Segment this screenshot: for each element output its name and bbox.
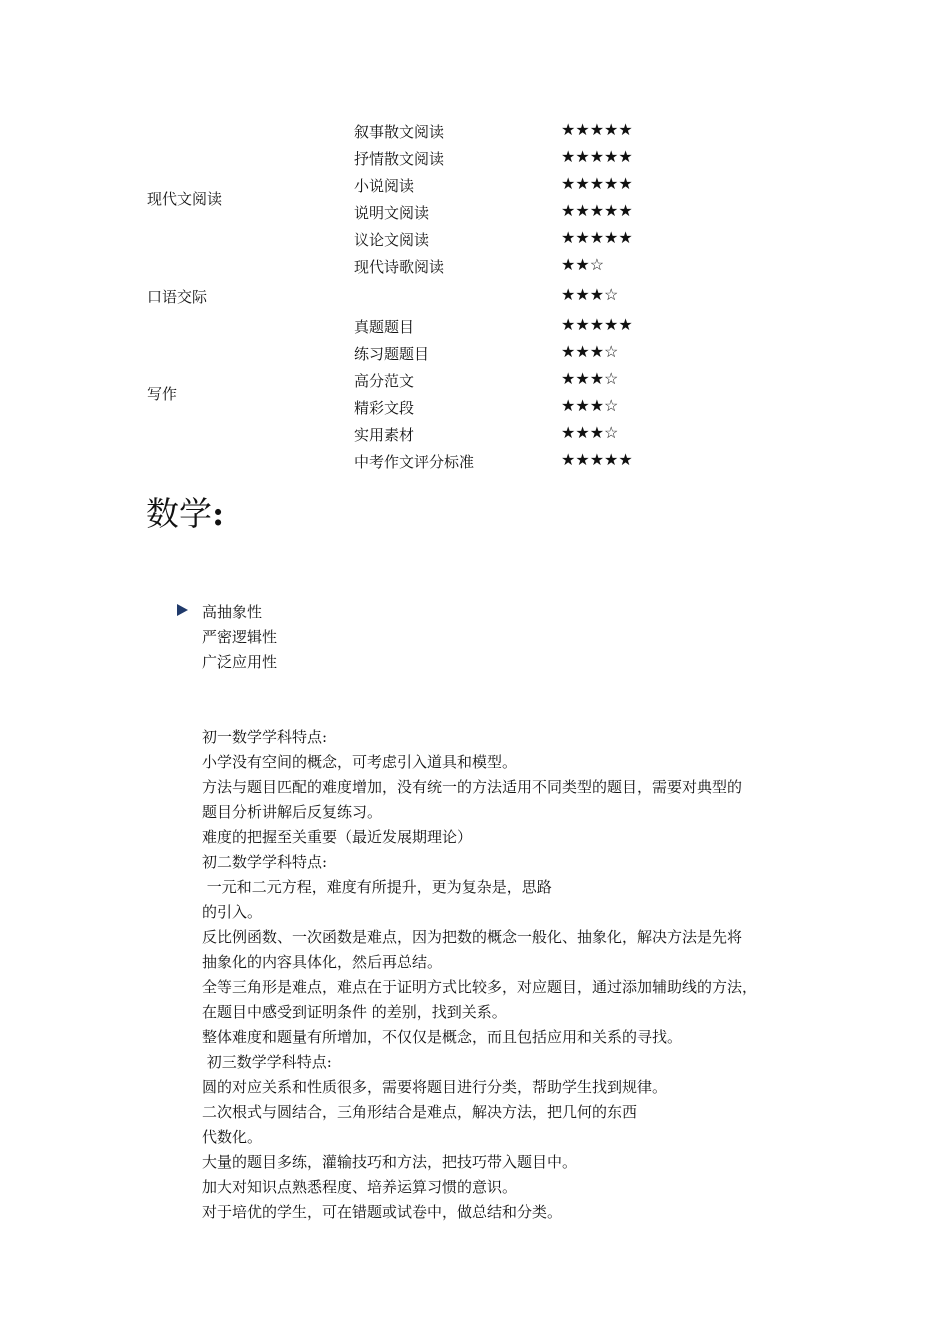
- star-rating: ★★★★★: [561, 174, 633, 193]
- text-line: 难度的把握至关重要（最近发展期理论）: [202, 828, 473, 846]
- text-line: 方法与题目匹配的难度增加，没有统一的方法适用不同类型的题目，需要对典型的: [202, 778, 743, 796]
- text-line: 圆的对应关系和性质很多，需要将题目进行分类，帮助学生找到规律。: [202, 1078, 668, 1096]
- star-rating: ★★★★★: [561, 315, 633, 334]
- star-rating: ★★★★★: [561, 147, 633, 166]
- item-name: 真题题目: [354, 318, 415, 336]
- text-line: 加大对知识点熟悉程度、培养运算习惯的意识。: [202, 1178, 518, 1196]
- item-name: 精彩文段: [354, 399, 415, 417]
- star-rating: ★★★☆: [561, 396, 619, 415]
- text-line: 的引入。: [202, 903, 263, 921]
- text-line: 在题目中感受到证明条件 的差别，找到关系。: [202, 1003, 507, 1021]
- category-label: 写作: [147, 385, 178, 403]
- star-rating: ★★★☆: [561, 369, 619, 388]
- text-line: 初二数学学科特点:: [202, 853, 328, 871]
- text-line: 大量的题目多练，灌输技巧和方法，把技巧带入题目中。: [202, 1153, 578, 1171]
- item-name: 中考作文评分标准: [354, 453, 475, 471]
- heading-colon: :: [212, 494, 225, 533]
- star-rating: ★★★★★: [561, 201, 633, 220]
- heading-text: 数学: [146, 494, 212, 533]
- item-name: 小说阅读: [354, 177, 415, 195]
- text-line: 小学没有空间的概念，可考虑引入道具和模型。: [202, 753, 518, 771]
- text-line: 对于培优的学生，可在错题或试卷中，做总结和分类。: [202, 1203, 563, 1221]
- text-line: 全等三角形是难点，难点在于证明方式比较多，对应题目，通过添加辅助线的方法，: [202, 978, 758, 996]
- section-heading: [146, 488, 224, 535]
- item-name: 抒情散文阅读: [354, 150, 445, 168]
- star-rating: ★★★☆: [561, 342, 619, 361]
- text-line: 代数化。: [202, 1128, 263, 1146]
- item-name: 高分范文: [354, 372, 415, 390]
- text-line: 一元和二元方程，难度有所提升，更为复杂是，思路: [202, 878, 552, 896]
- item-name: 实用素材: [354, 426, 415, 444]
- category-label: 现代文阅读: [147, 190, 223, 208]
- star-rating: ★★★☆: [561, 423, 619, 442]
- star-rating: ★★★★★: [561, 120, 633, 139]
- bullet-item: 高抽象性: [202, 603, 263, 621]
- item-name: 练习题题目: [354, 345, 430, 363]
- text-line: 初一数学学科特点:: [202, 728, 328, 746]
- category-label: 口语交际: [147, 288, 208, 306]
- star-rating: ★★★★★: [561, 228, 633, 247]
- item-name: 议论文阅读: [354, 231, 430, 249]
- star-rating: ★★☆: [561, 255, 605, 274]
- text-line: 题目分析讲解后反复练习。: [202, 803, 383, 821]
- text-line: 反比例函数、一次函数是难点，因为把数的概念一般化、抽象化，解决方法是先将: [202, 928, 743, 946]
- star-rating: ★★★☆: [561, 285, 619, 304]
- text-line: 二次根式与圆结合，三角形结合是难点，解决方法，把几何的东西: [202, 1103, 638, 1121]
- bullet-item: 严密逻辑性: [202, 628, 278, 646]
- bullet-item: 广泛应用性: [202, 653, 278, 671]
- star-rating: ★★★★★: [561, 450, 633, 469]
- item-name: 叙事散文阅读: [354, 123, 445, 141]
- text-line: 初三数学学科特点:: [202, 1053, 332, 1071]
- triangle-bullet-icon: [177, 604, 188, 616]
- text-line: 整体难度和题量有所增加，不仅仅是概念，而且包括应用和关系的寻找。: [202, 1028, 683, 1046]
- text-line: 抽象化的内容具体化，然后再总结。: [202, 953, 443, 971]
- item-name: 现代诗歌阅读: [354, 258, 445, 276]
- item-name: 说明文阅读: [354, 204, 430, 222]
